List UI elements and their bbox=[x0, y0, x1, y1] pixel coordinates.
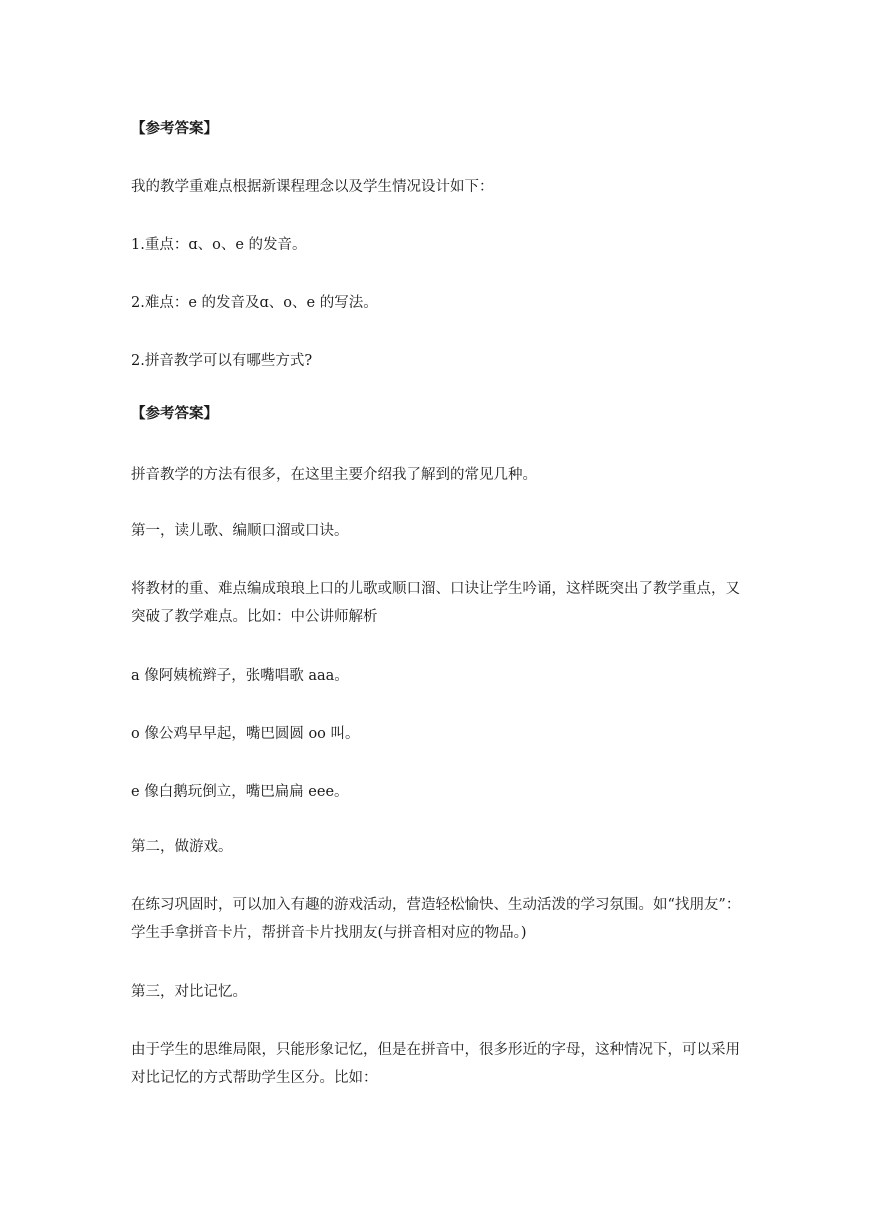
answer-heading: 【参考答案】 bbox=[131, 405, 218, 422]
method-title-paragraph: 第三，对比记忆。 bbox=[131, 984, 247, 1000]
answer-heading: 【参考答案】 bbox=[131, 120, 218, 137]
method-description-paragraph: 在练习巩固时，可以加入有趣的游戏活动，营造轻松愉快、生动活泼的学习氛围。如“找朋友”：学生手拿拼音卡片，帮拼音卡片找朋友(与拼音相对应的物品。) bbox=[131, 897, 741, 941]
rhyme-paragraph: o 像公鸡早早起，嘴巴圆圆 oo 叫。 bbox=[131, 726, 360, 742]
method-description-paragraph: 由于学生的思维局限，只能形象记忆，但是在拼音中，很多形近的字母，这种情况下，可以采用对比记忆的方式帮助学生区分。比如： bbox=[131, 1042, 740, 1086]
intro-paragraph: 我的教学重难点根据新课程理念以及学生情况设计如下： bbox=[131, 179, 494, 195]
difficult-point-paragraph: 2.难点：e 的发音及ɑ、o、e 的写法。 bbox=[131, 295, 378, 311]
key-point-paragraph: 1.重点：ɑ、o、e 的发音。 bbox=[131, 237, 307, 253]
method-description-paragraph: 将教材的重、难点编成琅琅上口的儿歌或顺口溜、口诀让学生吟诵，这样既突出了教学重点，又突破了教学难点。比如：中公讲师解析 bbox=[131, 581, 740, 625]
methods-intro-paragraph: 拼音教学的方法有很多，在这里主要介绍我了解到的常见几种。 bbox=[131, 467, 537, 483]
method-title-paragraph: 第二，做游戏。 bbox=[131, 839, 233, 855]
question-paragraph: 2.拼音教学可以有哪些方式? bbox=[131, 353, 313, 369]
rhyme-paragraph: e 像白鹅玩倒立，嘴巴扁扁 eee。 bbox=[131, 784, 349, 800]
rhyme-paragraph: a 像阿姨梳辫子，张嘴唱歌 aaa。 bbox=[131, 668, 349, 684]
method-title-paragraph: 第一，读儿歌、编顺口溜或口诀。 bbox=[131, 523, 349, 539]
